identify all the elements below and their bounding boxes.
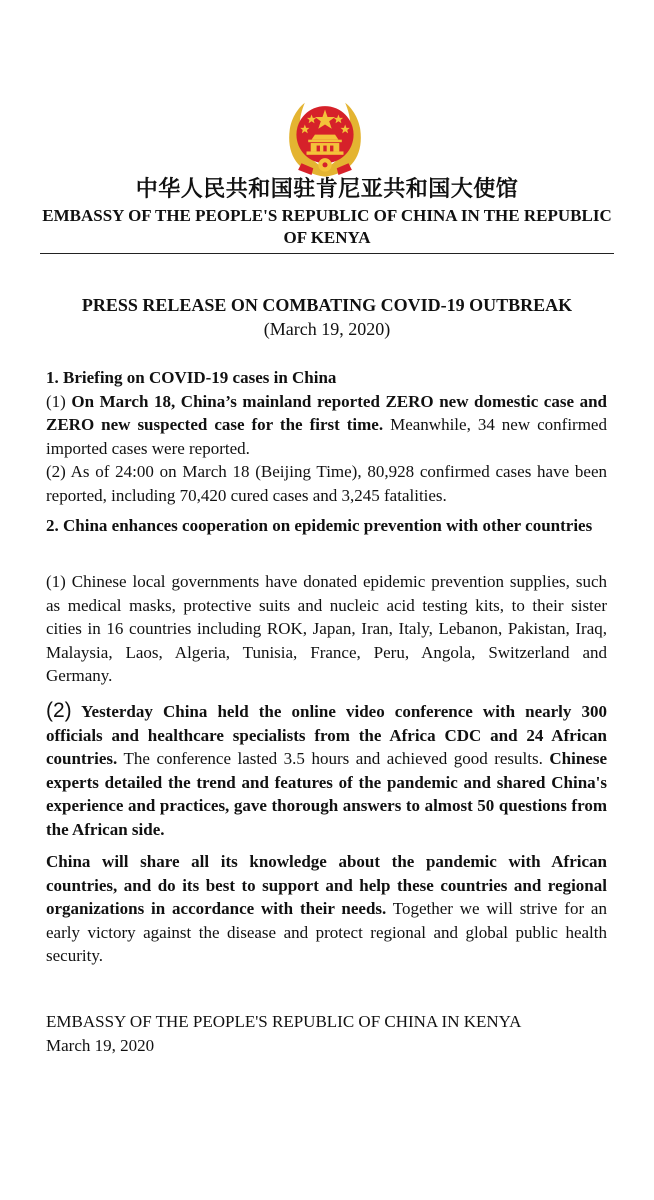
section-2-paragraph-2 bbox=[46, 699, 607, 841]
press-release-date: (March 19, 2020) bbox=[263, 319, 391, 339]
paragraph-text: The conference lasted 3.5 hours and achieved good results. bbox=[117, 749, 543, 768]
section-1-paragraph-1 bbox=[46, 390, 607, 461]
section-2-paragraph-2-text bbox=[46, 699, 607, 841]
press-release-title: PRESS RELEASE ON COMBATING COVID-19 OUTBREAK bbox=[81, 295, 573, 315]
embassy-name-english: EMBASSY OF THE PEOPLE'S REPUBLIC OF CHINA IN THE REPUBLIC OF KENYA bbox=[42, 206, 612, 247]
key-statement: Chinese experts detailed the trend and features of the pandemic and shared China's experience and practices, gave thorough answers to almost 50 questions from the African side. bbox=[46, 749, 607, 839]
footer bbox=[46, 1010, 626, 1058]
section-2-heading: 2. China enhances cooperation on epidemic prevention with other countries bbox=[46, 516, 593, 535]
national-emblem-icon bbox=[283, 96, 367, 180]
section-2-heading-block bbox=[46, 514, 607, 538]
paragraph-text: Meanwhile, 34 new confirmed imported cases were reported. bbox=[46, 415, 607, 458]
section-2-paragraph-1 bbox=[46, 570, 607, 688]
header-divider bbox=[40, 253, 614, 254]
paragraph-text: Together we will strive for an early victory against the disease and protect regional and global public health security. bbox=[46, 899, 607, 965]
section-2-paragraph-3-text bbox=[46, 850, 607, 968]
key-statement: Yesterday China held the online video conference with nearly 300 officials and healthcare specialists from the Africa CDC and 24 African countries. bbox=[46, 702, 607, 768]
section-1 bbox=[46, 366, 607, 507]
paragraph-number: (2) bbox=[46, 699, 72, 722]
section-2-paragraph-3 bbox=[46, 850, 607, 968]
key-statement: On March 18, China’s mainland reported ZERO new domestic case and ZERO new suspected case for the first time. bbox=[46, 391, 607, 434]
paragraph-number: (1) bbox=[46, 391, 72, 411]
section-2-paragraph-1-text: (1) Chinese local governments have donated epidemic prevention supplies, such as medical masks, protective suits and nucleic acid testing kits, to their sister cities in 16 countries including ROK, Japan, Iran, Italy, Lebanon, Pakistan, Iraq, Malaysia, Laos, Algeria, Tunisia, France, Peru, Angola, Switzerland and Germany. bbox=[46, 572, 607, 685]
section-1-heading: 1. Briefing on COVID-19 cases in China bbox=[46, 368, 337, 387]
footer-date: March 19, 2020 bbox=[46, 1036, 155, 1055]
key-statement: China will share all its knowledge about the pandemic with African countries, and do its best to support and help these countries and regional organizations in accordance with their needs. bbox=[46, 852, 607, 918]
section-1-paragraph-2: (2) As of 24:00 on March 18 (Beijing Time), 80,928 confirmed cases have been reported, including 70,420 cured cases and 3,245 fatalities. bbox=[46, 462, 607, 505]
footer-signature: EMBASSY OF THE PEOPLE'S REPUBLIC OF CHINA IN KENYA bbox=[46, 1012, 522, 1031]
embassy-name-chinese: 中华人民共和国驻肯尼亚共和国大使馆 bbox=[135, 177, 519, 202]
